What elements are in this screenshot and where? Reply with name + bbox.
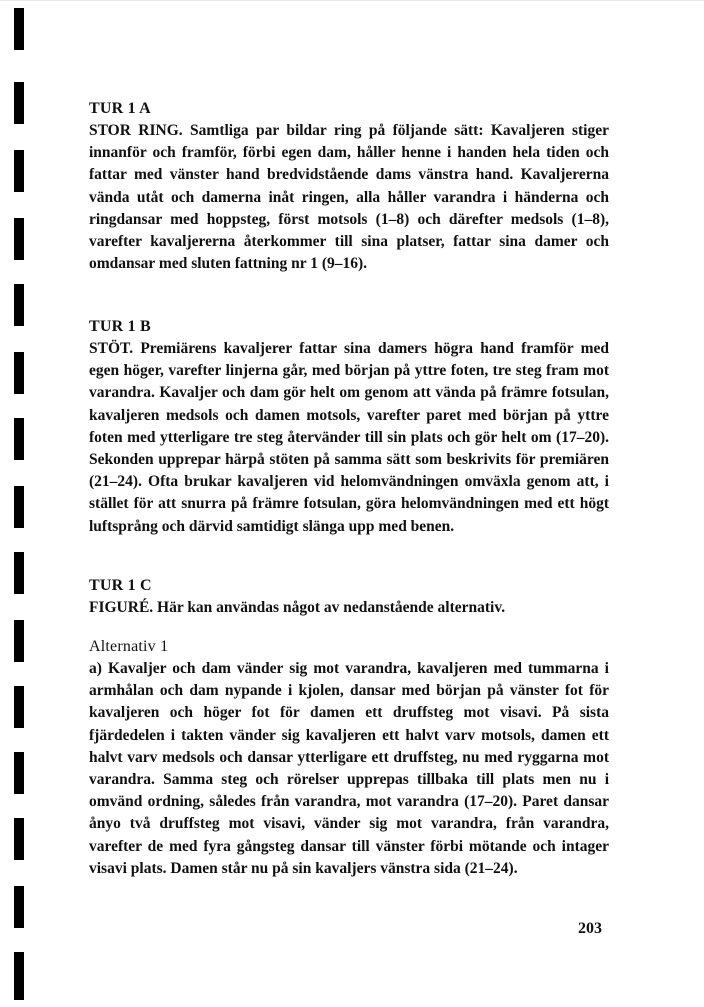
spine-mark — [14, 418, 24, 460]
spine-mark — [14, 82, 24, 124]
section-heading: TUR 1 C — [89, 577, 152, 594]
section-heading: TUR 1 B — [89, 318, 151, 335]
page-number: 203 — [578, 920, 602, 937]
spine-mark — [14, 486, 24, 528]
section-tur-1a — [89, 98, 609, 275]
section-paragraph: STOR RING. Samtliga par bildar ring på följande sätt: Kavaljeren stiger innanför och framför, förbi egen dam, håller henne i handen hela tiden och fattar med vänster hand bredvidstående dams vänstra hand. Kavaljererna vända utåt och damerna inåt ringen, alla håller varandra i händerna och ringdansar med hoppsteg, först motsols (1–8) och därefter medsols (1–8), varefter kavaljererna återkommer till sina platser, fattar sina damer och omdansar med sluten fattning nr 1 (9–16). — [89, 122, 609, 273]
section-tur-1c — [89, 575, 609, 619]
spine-mark — [14, 150, 24, 192]
spine-mark — [14, 752, 24, 794]
spine-mark — [14, 818, 24, 860]
spine-mark — [14, 284, 24, 326]
spine-mark — [14, 620, 24, 662]
section-paragraph: a) Kavaljer och dam vänder sig mot varandra, kavaljeren med tummarna i armhålan och dam nypande i kjolen, dansar med början på vänster fot för kavaljeren och höger fot för damen ett druffsteg mot visavi. På sista fjärdedelen i takten vänder sig kavaljeren ett halvt varv motsols, damen ett halvt varv medsols och dansar ytterligare ett druffsteg, nu med ryggarna mot varandra. Samma steg och rörelser upprepas tillbaka till plats men nu i omvänd ordning, således från varandra, mot varandra (17–20). Paret dansar ånyo två druffsteg mot visavi, vänder sig mot varandra, från varandra, varefter de med fyra gångsteg dansar till vänster förbi mötande och intager visavi plats. Damen står nu på sin kavaljers vänstra sida (21–24). — [89, 660, 609, 877]
section-paragraph: FIGURÉ. Här kan användas något av nedanstående alternativ. — [89, 599, 506, 616]
section-tur-1b — [89, 316, 609, 538]
subsection-heading: Alternativ 1 — [89, 638, 169, 655]
spine-mark — [14, 218, 24, 260]
section-heading: TUR 1 A — [89, 100, 151, 117]
spine-mark — [14, 552, 24, 594]
spine-mark — [14, 952, 24, 1000]
section-paragraph: STÖT. Premiärens kavaljerer fattar sina damers högra hand framför med egen höger, varefter linjerna går, med början på yttre foten, tre steg fram mot varandra. Kavaljer och dam gör helt om genom att vända på främre fotsulan, kavaljeren medsols och damen motsols, varefter paret med början på yttre foten med ytterligare tre steg återvänder till sin plats och gör helt om (17–20). Sekonden upprepar härpå stöten på samma sätt som beskrivits för premiären (21–24). Ofta brukar kavaljeren vid helomvändningen omväxla genom att, i stället för att snurra på främre fotsulan, göra helomvändningen med ett högt luftsprång och därvid samtidigt slänga upp med benen. — [89, 340, 609, 535]
spine-mark — [14, 8, 24, 50]
page-top-edge — [0, 0, 704, 1]
spine-mark — [14, 686, 24, 728]
section-alternativ-1 — [89, 636, 609, 880]
spine-mark — [14, 886, 24, 928]
spine-mark — [14, 352, 24, 394]
